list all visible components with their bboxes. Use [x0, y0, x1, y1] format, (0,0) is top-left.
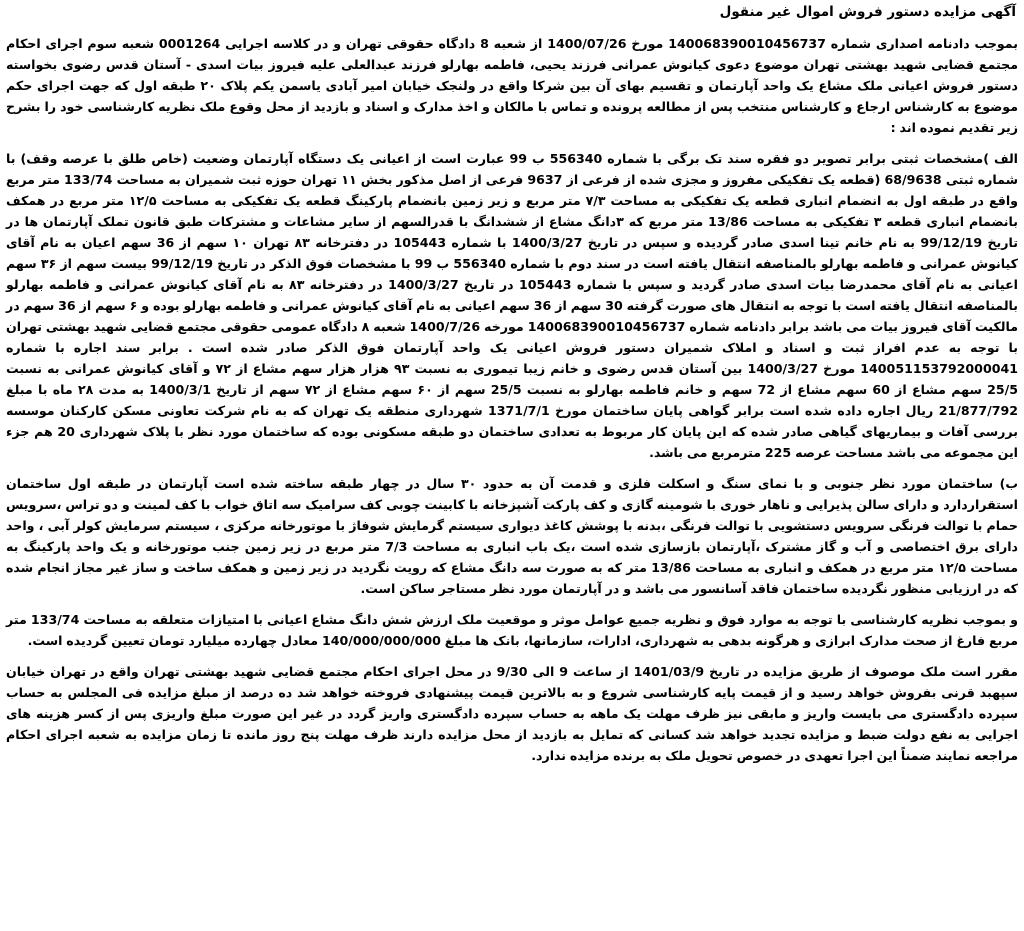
notice-paragraph-intro: بموجب دادنامه اصداری شماره 140068390010456737 مورخ 1400/07/26 از شعبه 8 دادگاه حقوقی تهران و در کلاسه اجرایی 0001264 شعبه سوم اجرای احکام مجتمع قضایی شهید بهشتی تهران موضوع دعوی کیانوش عمرانی فرزند یحیی، فاطمه بهارلو فرزند عبدالعلی علیه فیروز بیات اسدی - آستان قدس رضوی بخواسته دستور فروش اعیانی ملک مشاع یک واحد آپارتمان و تقسیم بهای آن بین شرکا واقع در ولنجک خیابان امیر آبادی یاسمن یکم پلاک ۲۰ طبقه اول که جهت اجرای حکم موضوع به کارشناس ارجاع و کارشناس منتخب پس از مطالعه پرونده و تماس با مالکان و اخذ مدارک و اسناد و بازدید از محل وقوع ملک نظریه کارشناسی خود را بشرح زیر تقدیم نموده اند : [6, 36, 1018, 135]
notice-paragraph-valuation: و بموجب نظریه کارشناسی با توجه به موارد فوق و نظریه جمیع عوامل موثر و موقعیت ملک ارزش شش دانگ مشاع اعیانی با امتیازات متعلقه به مساحت 133/74 متر مربع فارغ از صحت مدارک ابرازی و هرگونه بدهی به شهرداری، ادارات، سازمانها، بانک ها مبلغ 140/000/000/000 معادل چهارده میلیارد تومان تعیین گردیده است. [6, 612, 1018, 648]
notice-paragraph-building: ب) ساختمان مورد نظر جنوبی و با نمای سنگ و اسکلت فلزی و قدمت آن به حدود ۳۰ سال در چهار طبقه ساخته شده است آپارتمان در طبقه اول ساختمان استقراردارد و دارای سالن پذیرایی و ناهار خوری با شومینه گازی و کف پارکت آشپزخانه با کابینت چوبی کف سرامیک سه اتاق خواب با کف لمینت و دو تراس ،سرویس حمام با توالت فرنگی سرویس دستشویی با توالت فرنگی ،بدنه با پوشش کاغذ دیواری سیستم گرمایش شوفاژ با موتورخانه مرکزی ، سیستم سرمایش کولر آبی ، واحد دارای برق اختصاصی و آب و گاز مشترک ،آپارتمان بازسازی شده است ،یک باب انباری به مساحت 7/3 متر مربع در زیر زمین جنب موتورخانه و یک واحد پارکینگ به مساحت ۱۲/۵ متر مربع در همکف و انباری به مساحت 13/86 متر که به صورت سه دانگ مشاع که رویت نگردید در زیر زمین و همکف ساخت و ساز غیر مجاز انجام شده که در ارزیابی منظور نگردیده ساختمان فاقد آسانسور می باشد و در آپارتمان مورد نظر مستاجر ساکن است. [6, 476, 1019, 596]
notice-title: آگهی مزایده دستور فروش اموال غیر منقول [719, 4, 1016, 20]
notice-paragraph-registration: الف )مشخصات ثبتی برابر تصویر دو فقره سند تک برگی با شماره 556340 ب 99 عبارت است از اعیانی یک دستگاه آپارتمان وضعیت (خاص طلق با عرصه وقف) با شماره ثبتی 68/9638 (قطعه یک تفکیکی مفروز و مجزی شده از فرعی از 9637 فرعی از اصل مذکور بخش ۱۱ تهران حوزه ثبت شمیران به مساحت 133/74 متر مربع واقع در طبقه اول به انضمام انباری قطعه یک تفکیکی به مساحت ۷/۳ متر مربع و زیر زمین بانضمام پارکینگ قطعه یک تفکیکی به مساحت ۱۲/۵ متر مربع در همکف بانضمام انباری قطعه ۳ تفکیکی به مساحت 13/86 متر مربع که ۳دانگ مشاع از ششدانگ با قدرالسهم از سایر مشاعات و مشترکات طبق قانون تملک آپارتمان ها در تاریخ 99/12/19 به نام خانم تینا اسدی صادر گردیده و سپس در تاریخ 1400/3/27 با شماره 105443 در دفترخانه ۸۳ تهران ۱۰ سهم از 36 سهم اعیان به نام آقای کیانوش عمرانی و فاطمه بهارلو بالمناصفه انتقال یافته است در سند دوم با شماره 556340 ب 99 با مشخصات فوق الذکر در تاریخ 99/12/19 بیست سهم از ۳۶ سهم اعیانی به نام آقای محمدرضا بیات اسدی صادر گردید و سپس با شماره 105443 در تاریخ 1400/3/27 در دفترخانه ۸۳ به نام آقای کیانوش عمرانی و فاطمه بهارلو بالمناصفه انتقال یافته است با توجه به انتقال های صورت گرفته 30 سهم از 36 سهم اعیانی به نام آقای کیانوش عمرانی و فاطمه بهارلو بوده و ۶ سهم از 36 سهم در مالکیت آقای فیروز بیات می باشد برابر دادنامه شماره 140068390010456737 مورخه 1400/7/26 شعبه ۸ دادگاه عمومی حقوقی مجتمع قضایی شهید بهشتی تهران با توجه به عدم افراز ثبت و اسناد و املاک شمیران دستور فروش اعیانی یک واحد آپارتمان فوق الذکر صادر شده است . برابر سند اجاره با شماره 140051153792000041 مورخ 1400/3/27 بین آستان قدس رضوی و خانم زیبا تیموری به نسبت ۹۳ هزار هزار سهم مشاع از ۷۲ و آقای کیانوش عمرانی به نسبت 25/5 سهم مشاع از 60 سهم مشاع از 72 سهم و خانم فاطمه بهارلو به نسبت 25/5 سهم از ۶۰ سهم مشاع از ۷۲ سهم از تاریخ 1400/3/1 به مدت ۲۸ ماه با مبلغ 21/877/792 ریال اجاره داده شده است برابر گواهی پایان ساختمان مورخ 1371/7/1 شهرداری منطقه یک تهران که به نام شرکت تعاونی مسکن کارکنان موسسه بررسی آفات و بیماریهای گیاهی صادر شده که این پایان کار مربوط به تعدادی ساختمان دو طبقه مسکونی بوده که ساختمان مورد نظر با پلاک شهرداری 20 هم جزء این مجموعه می باشد مساحت عرصه 225 مترمربع می باشد. [6, 151, 1019, 460]
notice-paragraph-auction-terms: مقرر است ملک موصوف از طریق مزایده در تاریخ 1401/03/9 از ساعت 9 الی 9/30 در محل اجرای احکام مجتمع قضایی شهید بهشتی تهران واقع در تهران خیابان سپهبد قرنی بفروش خواهد رسید و از قیمت پایه کارشناسی شروع و به بالاترین قیمت پیشنهادی فروخته خواهد شد ده درصد از مبلغ مزایده فی المجلس به حساب سپرده دادگستری می بایست واریز و مابقی نیز ظرف مهلت یک ماهه به حساب سپرده دادگستری واریز گردد در غیر این صورت مبلغ واریزی پس از کسر هزینه های اجرایی به نفع دولت ضبط و مزایده تجدید خواهد شد کسانی که تمایل به بازدید از محل مزایده دارند ظرف مهلت پنج روز مانده تا زمان مزایده به شعبه اجرای احکام مراجعه نمایند ضمناً این اجرا تعهدی در خصوص تحویل ملک به برنده مزایده ندارد. [6, 664, 1018, 763]
auction-notice [6, 2, 1018, 928]
